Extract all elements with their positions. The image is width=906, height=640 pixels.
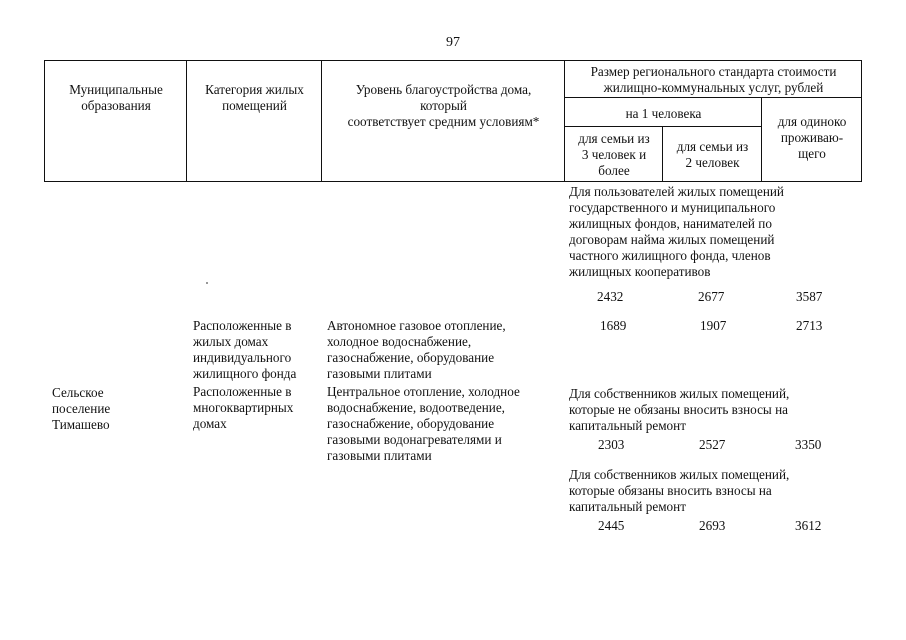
scan-speck bbox=[206, 282, 208, 284]
header-bottom-rule bbox=[44, 181, 862, 182]
header-col-divider-5 bbox=[761, 97, 762, 181]
owners-fee-value-single: 3612 bbox=[795, 518, 822, 533]
owners-no-fee-value-family2: 2527 bbox=[699, 437, 726, 452]
note-owners-fee: Для собственников жилых помещений, которые обязаны вносить взносы на капитальный ремонт bbox=[569, 467, 790, 514]
header-category: Категория жилых помещений bbox=[205, 82, 304, 113]
header-municipal: Муниципальные образования bbox=[69, 82, 163, 113]
row1-value-single: 2713 bbox=[796, 318, 823, 333]
header-per-person: на 1 человека bbox=[625, 106, 702, 121]
header-level: Уровень благоустройства дома, который соответствует средним условиям* bbox=[347, 82, 540, 129]
page-number: 97 bbox=[446, 35, 460, 50]
note-tenants: Для пользователей жилых помещений государственного и муниципального жилищных фондов, нанимателей по договорам найма жилых помещений частного жилищного фонда, членов жилищных кооперативов bbox=[569, 184, 784, 279]
header-right-border bbox=[861, 60, 862, 181]
tenants-value-family2: 2677 bbox=[698, 289, 725, 304]
header-col-divider-3 bbox=[564, 60, 565, 181]
municipality-name: Сельское поселение Тимашево bbox=[52, 385, 111, 432]
tenants-value-family3: 2432 bbox=[597, 289, 624, 304]
header-col-divider-2 bbox=[321, 60, 322, 181]
row1-value-family2: 1907 bbox=[700, 318, 727, 333]
header-single: для одиноко проживаю- щего bbox=[777, 114, 847, 161]
row1-level: Автономное газовое отопление, холодное водоснабжение, газоснабжение, оборудование газовыми плитами bbox=[327, 318, 506, 381]
header-family-2: для семьи из 2 человек bbox=[676, 139, 749, 170]
header-top-rule bbox=[44, 60, 862, 61]
tenants-value-single: 3587 bbox=[796, 289, 823, 304]
header-family-3: для семьи из 3 человек и более bbox=[578, 131, 650, 178]
header-size: Размер регионального стандарта стоимости жилищно-коммунальных услуг, рублей bbox=[590, 64, 837, 95]
header-col-divider-4 bbox=[662, 126, 663, 181]
owners-fee-value-family3: 2445 bbox=[598, 518, 625, 533]
row2-category: Расположенные в многоквартирных домах bbox=[193, 384, 294, 431]
row1-value-family3: 1689 bbox=[600, 318, 627, 333]
owners-no-fee-value-family3: 2303 bbox=[598, 437, 625, 452]
row2-level: Центральное отопление, холодное водоснабжение, водоотведение, газоснабжение, оборудование газовыми водонагревателями и газовыми плитами bbox=[327, 384, 520, 463]
note-owners-no-fee: Для собственников жилых помещений, которые не обязаны вносить взносы на капитальный ремонт bbox=[569, 386, 790, 433]
header-left-border bbox=[44, 60, 45, 181]
header-size-underline bbox=[564, 97, 862, 98]
owners-fee-value-family2: 2693 bbox=[699, 518, 726, 533]
owners-no-fee-value-single: 3350 bbox=[795, 437, 822, 452]
header-col-divider-1 bbox=[186, 60, 187, 181]
row1-category: Расположенные в жилых домах индивидуального жилищного фонда bbox=[193, 318, 297, 381]
